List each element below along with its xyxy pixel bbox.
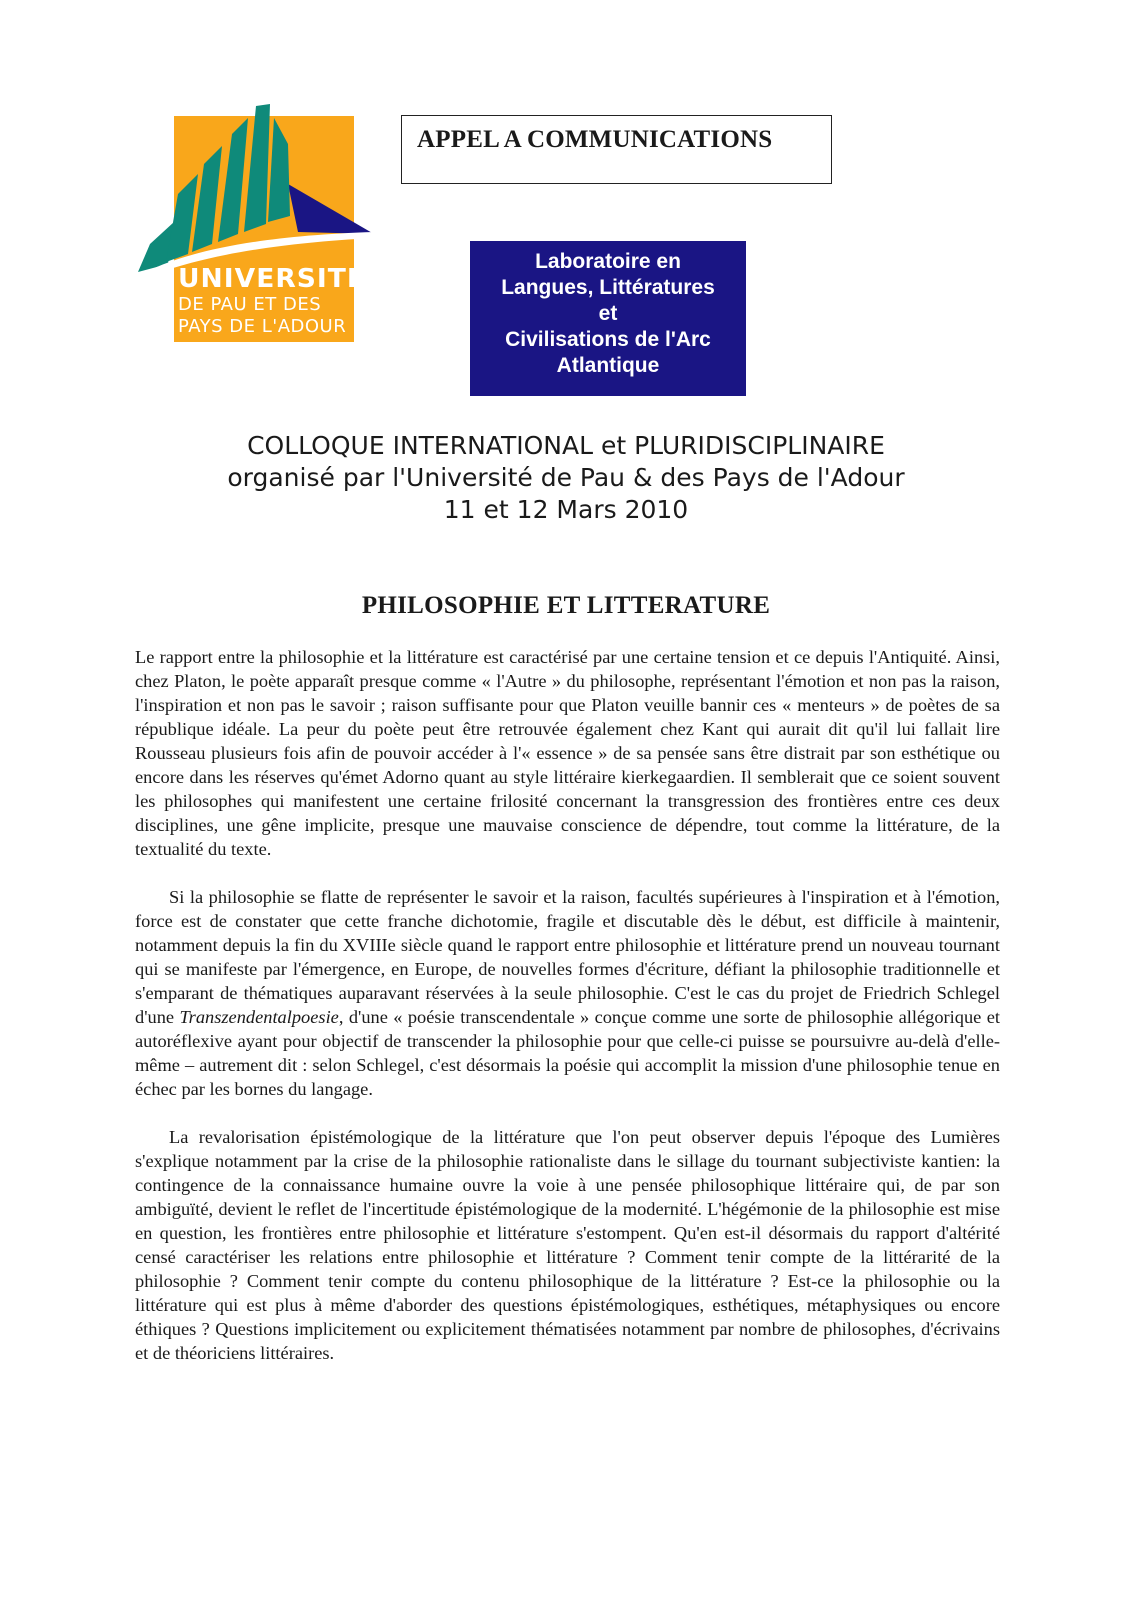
paragraph-2-italic-term: Transzendentalpoesie: [179, 1007, 339, 1027]
laboratory-line: Langues, Littératures: [501, 276, 715, 299]
logo-text: [178, 266, 378, 336]
laboratory-line: Laboratoire en: [535, 250, 681, 273]
paragraph-3: La revalorisation épistémologique de la littérature que l'on peut observer depuis l'époque des Lumières s'explique notamment par la crise de la philosophie rationaliste dans le sillage du tournant subjectiviste kantien: la contingence de la connaissance humaine ouvre la voie à une pensée philosophique littéraire qui, de par son ambiguïté, devient le reflet de l'incertitude épistémologique de la modernité. L'hégémonie de la philosophie est mise en question, les frontières entre philosophie et littérature s'estompent. Qu'en est-il désormais du rapport d'altérité censé caractériser les relations entre philosophie et littérature ? Comment tenir compte de la littérarité de la philosophie ? Comment tenir compte du contenu philosophique de la littérature ? Est-ce la philosophie ou la littérature qui est plus à même d'aborder des questions épistémologiques, esthétiques, métaphysiques ou encore éthiques ? Questions implicitement ou explicitement thématisées notamment par nombre de philosophes, d'écrivains et de théoriciens littéraires.: [135, 1127, 1000, 1363]
document-body: [135, 645, 1000, 1365]
logo-pau-label: DE PAU ET DES: [178, 294, 322, 315]
colloquium-dates: 11 et 12 Mars 2010: [443, 495, 689, 524]
call-for-papers-box: APPEL A COMMUNICATIONS: [401, 115, 832, 184]
document-title: PHILOSOPHIE ET LITTERATURE: [361, 592, 771, 619]
paragraph-2-start: Si la philosophie se flatte de représenter le savoir et la raison, facultés supérieures à l'inspiration et à l'émotion, force est de constater que cette franche dichotomie, fragile et discutable dès le début, est difficile à maintenir, notamment depuis la fin du XVIIIe siècle quand le rapport entre philosophie et littérature prend un nouveau tournant qui se manifeste par l'émergence, en Europe, de nouvelles formes d'écriture, défiant la philosophie traditionnelle et s'emparant de thématiques auparavant réservées à la seule philosophie. C'est le cas du projet de Friedrich Schlegel d'une: [135, 887, 1000, 1027]
logo-university-label: UNIVERSITÉ: [178, 264, 367, 294]
university-logo: [138, 104, 383, 350]
colloquium-organizer: organisé par l'Université de Pau & des Pays de l'Adour: [227, 463, 905, 492]
laboratory-box: [470, 241, 746, 396]
laboratory-line: et: [598, 302, 618, 325]
logo-adour-label: PAYS DE L'ADOUR: [178, 316, 347, 337]
paragraph-1: Le rapport entre la philosophie et la littérature est caractérisé par une certaine tension et ce depuis l'Antiquité. Ainsi, chez Platon, le poète apparaît presque comme « l'Autre » du philosophe, représentant l'émotion et non pas la raison, l'inspiration et non pas le savoir ; raison suffisante pour que Platon veuille bannir ces « menteurs » de poètes de sa république idéale. La peur du poète peut être retrouvée également chez Kant qui aurait dit qu'il lui fallait lire Rousseau plusieurs fois afin de pouvoir accéder à l'« essence » de sa pensée sans être distrait par son esthétique ou encore dans les réserves qu'émet Adorno quant au style littéraire kierkegaardien. Il semblerait que ce soient souvent les philosophes qui manifestent une certaine frilosité concernant la transgression des frontières entre ces deux disciplines, une gêne implicite, presque une mauvaise conscience de dépendre, tout comme la littérature, de la textualité du texte.: [135, 647, 1000, 859]
colloquium-title: COLLOQUE INTERNATIONAL et PLURIDISCIPLINAIRE: [247, 431, 885, 460]
laboratory-line: Atlantique: [556, 354, 660, 377]
paragraph-2: [135, 885, 1000, 1101]
laboratory-line: Civilisations de l'Arc: [505, 328, 711, 351]
colloquium-heading: [0, 430, 1132, 526]
paragraph-2-end: , d'une « poésie transcendentale » conçue comme une sorte de philosophie allégorique et autoréflexive ayant pour objectif de transcender la philosophie pour que celle-ci puisse se poursuivre au-delà d'elle-même – autrement dit : selon Schlegel, c'est désormais la poésie qui accomplit la mission d'une philosophie tenue en échec par les bornes du langage.: [135, 1007, 1000, 1099]
